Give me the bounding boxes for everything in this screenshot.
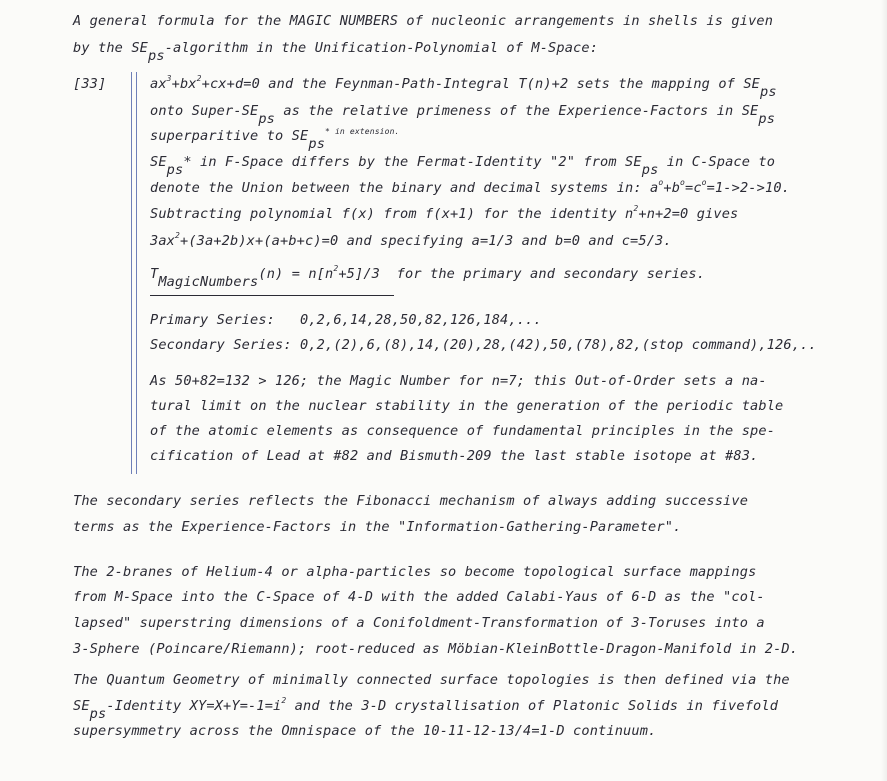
para2-line-1: The secondary series reflects the Fibonacci mechanism of always adding successive <box>73 493 749 509</box>
primary-series: Primary Series: 0,2,6,14,28,50,82,126,184,... <box>150 312 542 328</box>
para3-line-1: The 2-branes of Helium-4 or alpha-particles so become topological surface mappings <box>73 564 757 580</box>
para3-line-7: supersymmetry across the Omnispace of the 10-11-12-13/4=1-D continuum. <box>73 723 657 739</box>
intro-line-1: A general formula for the MAGIC NUMBERS of nucleonic arrangements in shells is given <box>73 13 774 29</box>
para2-line-2: terms as the Experience-Factors in the "Information-Gathering-Parameter". <box>73 519 682 535</box>
equation-line-7: $3ax^2+(3a+2b)x+(a+b+c)=0$ and specifying a=1/3 and b=0 and c=5/3. <box>150 231 672 249</box>
para3-line-5: The Quantum Geometry of minimally connected surface topologies is then defined via the <box>73 672 790 688</box>
para3-line-4: 3-Sphere (Poincare/Riemann); root-reduced as Möbian-KleinBottle-Dragon-Manifold in 2-D. <box>73 641 799 657</box>
intro-line-2: by the SEps-algorithm in the Unification-Polynomial of M-Space: <box>73 40 599 64</box>
secondary-series: Secondary Series: 0,2,(2),6,(8),14,(20),28,(42),50,(78),82,(stop command),126,.. <box>150 337 817 353</box>
magic-number-formula: TMagicNumbers(n) = $n[n^2+5]/3$ for the primary and secondary series. <box>150 264 706 290</box>
equation-number: [33] <box>73 76 107 92</box>
commentary-line-2: tural limit on the nuclear stability in the generation of the periodic table <box>150 398 784 414</box>
para3-line-3: lapsed" superstring dimensions of a Conifoldment-Transformation of 3-Toruses into a <box>73 615 765 631</box>
equation-line-6: Subtracting polynomial f(x) from f(x+1) for the identity $n^2+n+2=0$ gives <box>150 204 739 222</box>
equation-line-5: denote the Union between the binary and decimal systems in: $a^o+b^o=c^o=1->2->10$. <box>150 178 790 196</box>
equation-line-1: $ax^3+bx^2+cx+d=0$ and the Feynman-Path-Integral T(n)+2 sets the mapping of SEps <box>150 74 777 100</box>
margin-rule <box>131 72 137 474</box>
equation-line-3: superparitive to SEps$^{* in extension.}$ <box>150 127 400 152</box>
para3-line-2: from M-Space into the C-Space of 4-D with the added Calabi-Yaus of 6-D as the "col- <box>73 589 765 605</box>
equation-line-4: SEps* in F-Space differs by the Fermat-Identity "2" from SEps in C-Space to <box>150 154 776 178</box>
commentary-line-3: of the atomic elements as consequence of fundamental principles in the spe- <box>150 423 776 439</box>
equation-line-2: onto Super-SEps as the relative primeness of the Experience-Factors in SEps <box>150 103 776 127</box>
commentary-line-1: As 50+82=132 > 126; the Magic Number for n=7; this Out-of-Order sets a na- <box>150 373 767 389</box>
para3-line-6: SEps-Identity $XY=X+Y=-1=i^2$ and the 3-D crystallisation of Platonic Solids in fivefold <box>73 696 779 722</box>
page-edge-shadow <box>881 0 887 781</box>
commentary-line-4: cification of Lead at #82 and Bismuth-209 the last stable isotope at #83. <box>150 448 759 464</box>
